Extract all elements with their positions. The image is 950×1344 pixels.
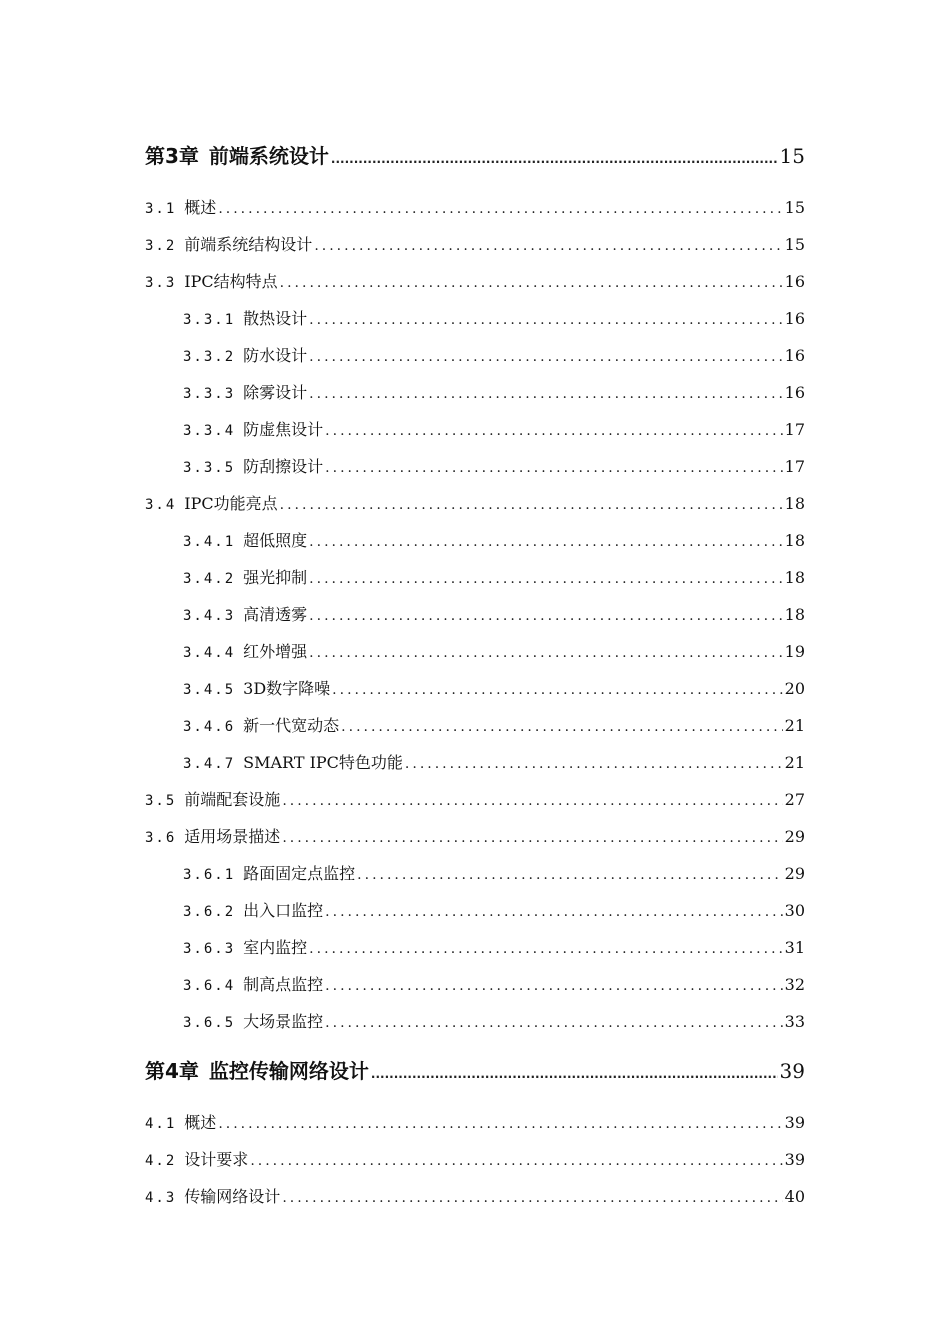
toc-number: 3.4.2 [183,571,236,587]
toc-entry-3-3-1[interactable] [183,306,805,329]
dot-leader [325,423,782,439]
dot-leader [325,1015,782,1031]
dot-leader [309,534,782,550]
toc-number: 3.2 [145,238,177,254]
toc-page-number: 18 [784,494,805,513]
dot-leader [309,349,782,365]
toc-entry-3[interactable] [145,140,805,169]
toc-title: 除雾设计 [243,383,308,402]
toc-entry-3-4[interactable] [145,491,805,514]
toc-page-number: 19 [784,642,805,661]
toc-entry-3-4-1[interactable] [183,528,805,551]
toc-title: 概述 [184,198,217,217]
toc-entry-3-1[interactable] [145,195,805,218]
dot-leader [309,386,782,402]
toc-title: 出入口监控 [243,901,324,920]
toc-number: 3.1 [145,201,177,217]
dot-leader [282,793,782,809]
toc-page-number: 39 [784,1150,805,1169]
toc-number: 3.3.4 [183,423,236,439]
toc-entry-3-6-1[interactable] [183,861,805,884]
toc-number: 3.3.1 [183,312,236,328]
toc-title: 防虚焦设计 [243,420,324,439]
toc-title: 前端配套设施 [184,790,281,809]
toc-number: 3.4.4 [183,645,236,661]
toc-title: 设计要求 [184,1150,249,1169]
toc-title: 前端系统结构设计 [184,235,313,254]
dot-leader [309,608,782,624]
toc-entry-3-6-4[interactable] [183,972,805,995]
toc-title: 概述 [184,1113,217,1132]
toc-entry-4-2[interactable] [145,1147,805,1170]
toc-number: 3.3.3 [183,386,236,402]
toc-page-number: 20 [784,679,805,698]
toc-title: SMART IPC特色功能 [243,753,403,772]
dot-leader [331,152,778,166]
toc-number: 3.4.5 [183,682,236,698]
toc-number: 3.6.1 [183,867,236,883]
dot-leader [357,867,782,883]
toc-entry-3-6-5[interactable] [183,1009,805,1032]
toc-number: 3.4.7 [183,756,236,772]
toc-page-number: 29 [784,827,805,846]
toc-entry-3-3-4[interactable] [183,417,805,440]
toc-entry-3-4-3[interactable] [183,602,805,625]
toc-page-number: 33 [784,1012,805,1031]
toc-page-number: 16 [784,309,805,328]
toc-number: 3.4.1 [183,534,236,550]
toc-title: 室内监控 [243,938,308,957]
dot-leader [341,719,782,735]
dot-leader [371,1067,778,1081]
toc-title: 适用场景描述 [184,827,281,846]
toc-number: 3.6.4 [183,978,236,994]
toc-entry-3-3-3[interactable] [183,380,805,403]
dot-leader [325,904,782,920]
toc-number: 3.3.5 [183,460,236,476]
dot-leader [405,756,783,772]
dot-leader [325,978,782,994]
toc-page-number: 18 [784,605,805,624]
toc-title: 3D数字降噪 [243,679,331,698]
toc-number: 3.4 [145,497,177,513]
toc-entry-3-4-2[interactable] [183,565,805,588]
toc-page-number: 15 [779,144,805,168]
toc-title: IPC结构特点 [184,272,278,291]
toc-title: 高清透雾 [243,605,308,624]
toc-page-number: 18 [784,568,805,587]
toc-entry-4-1[interactable] [145,1110,805,1133]
toc-entry-4-3[interactable] [145,1184,805,1207]
toc-page-number: 30 [784,901,805,920]
dot-leader [309,645,782,661]
toc-page-number: 17 [784,457,805,476]
dot-leader [282,1190,782,1206]
toc-entry-4[interactable] [145,1055,805,1084]
toc-number: 4.1 [145,1116,177,1132]
toc-entry-3-4-5[interactable] [183,676,805,699]
dot-leader [218,1116,782,1132]
toc-number: 3.6.3 [183,941,236,957]
toc-page-number: 32 [784,975,805,994]
toc-title: 制高点监控 [243,975,324,994]
toc-page-number: 39 [779,1059,805,1083]
toc-page-number: 16 [784,272,805,291]
toc-title: 防刮擦设计 [243,457,324,476]
dot-leader [309,941,782,957]
toc-number: 3.5 [145,793,177,809]
toc-number: 第4章 [145,1059,199,1083]
toc-page-number: 16 [784,346,805,365]
toc-page-number: 15 [784,235,805,254]
dot-leader [309,312,782,328]
toc-entry-3-3-5[interactable] [183,454,805,477]
dot-leader [325,460,782,476]
toc-title: 传输网络设计 [184,1187,281,1206]
toc-entry-3-4-7[interactable] [183,750,805,773]
toc-page-number: 21 [784,753,805,772]
toc-entry-3-6-2[interactable] [183,898,805,921]
toc-entry-3-6[interactable] [145,824,805,847]
toc-title: 大场景监控 [243,1012,324,1031]
toc-number: 3.6 [145,830,177,846]
toc-page-number: 29 [784,864,805,883]
toc-entry-3-4-4[interactable] [183,639,805,662]
toc-title: 新一代宽动态 [243,716,340,735]
dot-leader [280,275,783,291]
toc-entry-3-3-2[interactable] [183,343,805,366]
toc-entry-3-5[interactable] [145,787,805,810]
dot-leader [250,1153,782,1169]
dot-leader [332,682,782,698]
toc-entry-3-4-6[interactable] [183,713,805,736]
toc-title: 红外增强 [243,642,308,661]
toc-title: 监控传输网络设计 [208,1059,369,1083]
toc-title: 超低照度 [243,531,308,550]
toc-page-number: 15 [784,198,805,217]
toc-title: 路面固定点监控 [243,864,356,883]
dot-leader [218,201,782,217]
toc-number: 3.6.2 [183,904,236,920]
toc-title: 前端系统设计 [208,144,329,168]
toc-number: 3.4.3 [183,608,236,624]
toc-entry-3-3[interactable] [145,269,805,292]
toc-page-number: 31 [784,938,805,957]
toc-title: 强光抑制 [243,568,308,587]
toc-entry-3-6-3[interactable] [183,935,805,958]
toc-title: IPC功能亮点 [184,494,278,513]
toc-title: 防水设计 [243,346,308,365]
toc-number: 第3章 [145,144,199,168]
dot-leader [280,497,783,513]
dot-leader [314,238,782,254]
toc-number: 4.3 [145,1190,177,1206]
dot-leader [309,571,782,587]
toc-page-number: 21 [784,716,805,735]
toc-page-number: 17 [784,420,805,439]
toc-page-number: 16 [784,383,805,402]
toc-page-number: 40 [784,1187,805,1206]
toc-number: 3.4.6 [183,719,236,735]
toc-number: 3.3.2 [183,349,236,365]
toc-page-number: 39 [784,1113,805,1132]
toc-page-number: 27 [784,790,805,809]
dot-leader [282,830,782,846]
toc-number: 3.3 [145,275,177,291]
toc-entry-3-2[interactable] [145,232,805,255]
toc-number: 4.2 [145,1153,177,1169]
toc-page-number: 18 [784,531,805,550]
toc-title: 散热设计 [243,309,308,328]
toc-number: 3.6.5 [183,1015,236,1031]
